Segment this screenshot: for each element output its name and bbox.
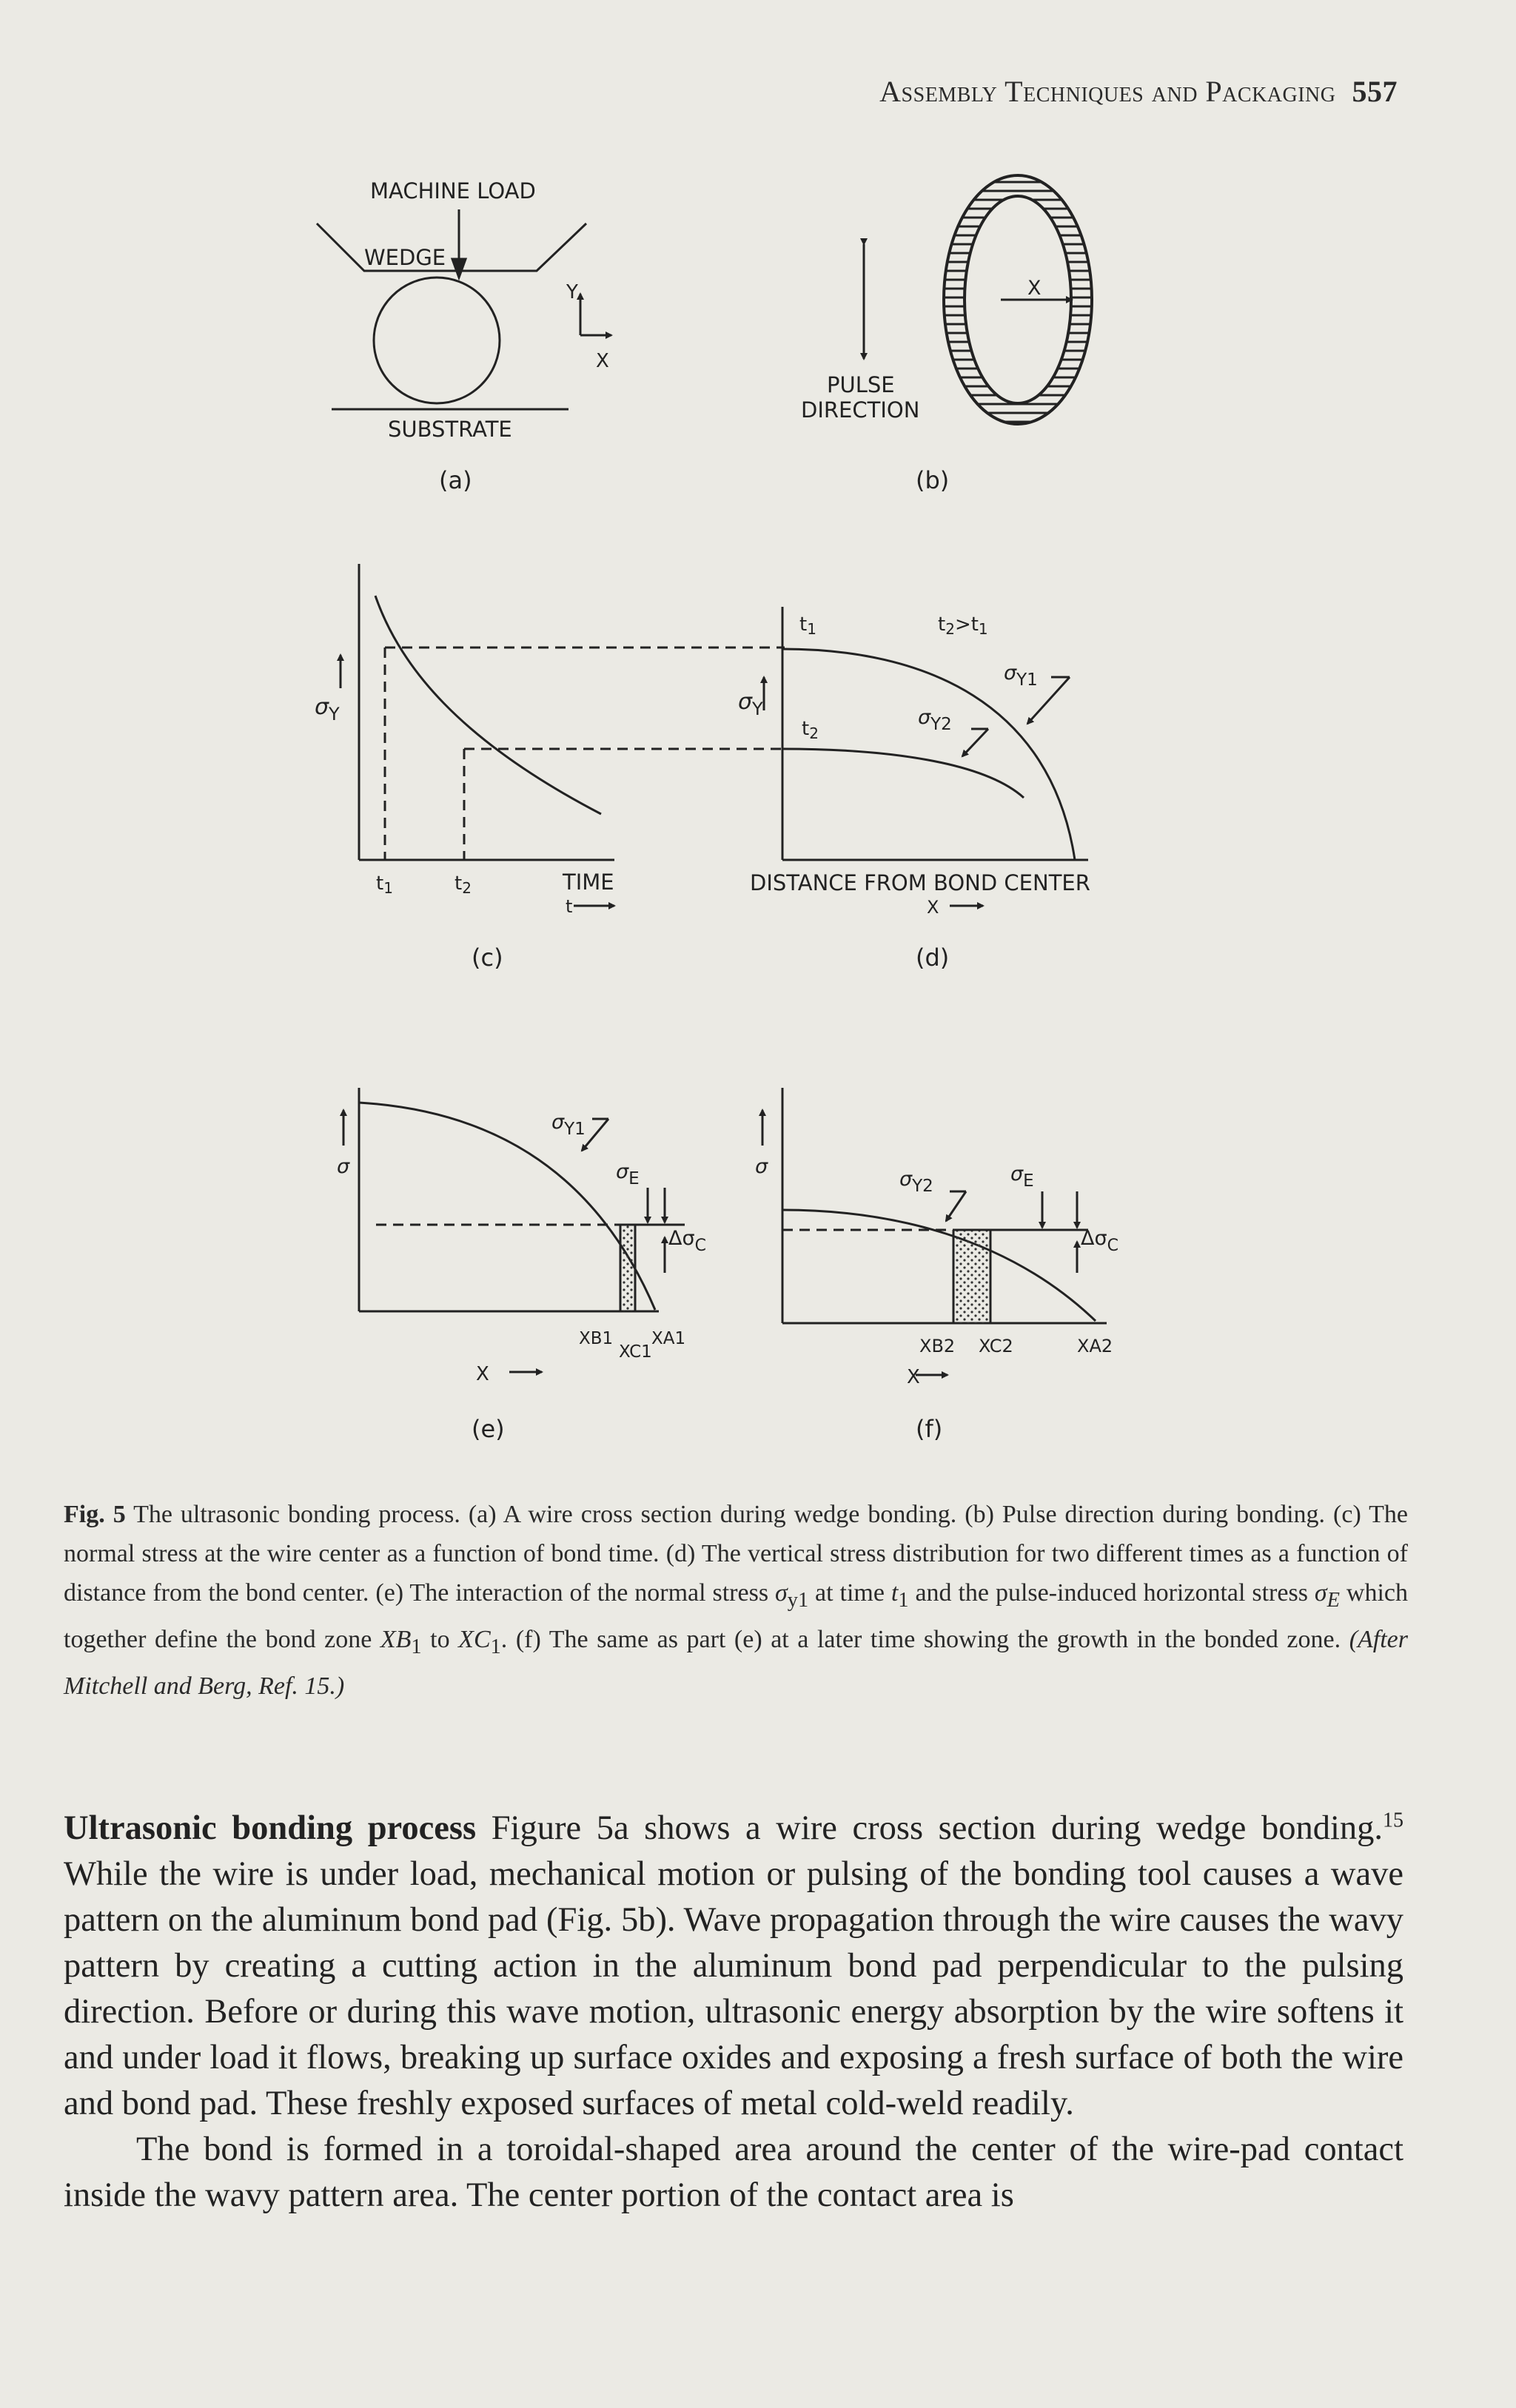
caption-label: Fig. 5	[64, 1501, 126, 1528]
label-sigma-e-e: $\sigma_E$	[616, 1160, 640, 1188]
ylabel-f: σ	[755, 1155, 768, 1178]
label-xa1: XA1	[651, 1329, 686, 1348]
ylabel-d: $\sigma_Y$	[738, 689, 763, 719]
caption-text-2: at time	[808, 1579, 891, 1607]
panel-label-b: (b)	[916, 466, 950, 494]
panel-label-a: (a)	[439, 466, 472, 494]
sigma-y1-leader-e	[582, 1119, 608, 1151]
xlabel-f: X	[907, 1366, 920, 1388]
caption-sym-sigma-e: σ	[1314, 1579, 1327, 1607]
caption-text-6: . (f) The same as part (e) at a later time showing the growth in the bonded zone.	[500, 1625, 1349, 1653]
panel-a	[317, 209, 611, 409]
label-t1-d: t1	[799, 613, 816, 638]
running-head-title: Assembly Techniques and Packaging	[879, 75, 1336, 108]
label-pulse: PULSE	[827, 372, 895, 397]
label-axis-y-a: Y	[566, 281, 578, 303]
bond-zone-f	[953, 1230, 990, 1323]
label-sigma-y1-e: $\sigma_{Y1}$	[551, 1111, 586, 1139]
ylabel-c: $\sigma_Y$	[315, 694, 340, 724]
caption-attribution: (After Mitchell and Berg, Ref. 15.)	[64, 1625, 1408, 1700]
panel-e	[343, 1088, 685, 1372]
paragraph-1-text-a: Figure 5a shows a wire cross section during wedge bonding.	[476, 1809, 1383, 1847]
xlabel-c: TIME	[563, 870, 614, 895]
label-delta-sigma-f: $\Delta\sigma_C$	[1081, 1227, 1118, 1255]
panel-d	[764, 607, 1088, 906]
label-substrate: SUBSTRATE	[388, 417, 512, 442]
label-sigma-y2-d: $\sigma_{Y2}$	[918, 706, 952, 734]
panel-label-e: (e)	[472, 1415, 505, 1443]
paragraph-2: The bond is formed in a toroidal-shaped area around the center of the wire-pad contact inside the wavy pattern area. The center portion of the contact area is	[64, 2130, 1403, 2214]
panel-f	[762, 1088, 1107, 1375]
caption-sym-y1: y1	[787, 1588, 809, 1612]
label-xb2: XB2	[919, 1336, 956, 1356]
panel-c-dashed	[385, 648, 785, 860]
wedge-outline	[317, 223, 586, 271]
caption-sym-sigma: σ	[775, 1579, 788, 1607]
tick-label-t1: t1	[376, 872, 393, 897]
label-xc2: XC2	[979, 1336, 1013, 1356]
bond-zone-e	[620, 1225, 635, 1311]
label-t2-d: t2	[802, 718, 819, 742]
label-axis-x-a: X	[596, 350, 609, 372]
label-xb1: XB1	[579, 1329, 614, 1348]
panel-label-f: (f)	[916, 1415, 943, 1443]
load-arrow-head	[452, 259, 466, 278]
body-text	[64, 1806, 1403, 2219]
caption-sym-e: E	[1326, 1588, 1340, 1612]
panel-label-c: (c)	[472, 944, 503, 972]
label-sigma-y1-d: $\sigma_{Y1}$	[1004, 662, 1038, 690]
caption-sym-xb-sub: 1	[411, 1635, 422, 1658]
ylabel-e: σ	[337, 1155, 350, 1178]
panel-c	[341, 564, 614, 906]
label-sigma-y2-f: $\sigma_{Y2}$	[899, 1168, 933, 1196]
xlabel-e: X	[476, 1363, 489, 1385]
curve-c-stress-vs-time	[375, 596, 601, 814]
tick-label-t2: t2	[455, 872, 472, 897]
label-axis-x-b: X	[1027, 277, 1042, 300]
caption-text-3: and the pulse-induced horizontal stress	[908, 1579, 1315, 1607]
caption-text-4: which together define the bond zone	[64, 1579, 1408, 1653]
label-t2-gt-t1: t2>t1	[938, 613, 988, 638]
caption-text-5: to	[421, 1625, 459, 1653]
label-direction: DIRECTION	[801, 397, 920, 423]
sigma-y2-leader-f	[946, 1191, 966, 1221]
panel-b	[864, 175, 1092, 424]
caption-sym-xc-sub: 1	[490, 1635, 501, 1658]
panel-label-d: (d)	[916, 944, 950, 972]
caption-sym-xb: XB	[380, 1625, 412, 1653]
label-sigma-e-f: $\sigma_E$	[1010, 1163, 1034, 1191]
xlabel-c-sub: t	[566, 896, 573, 917]
page-number: 557	[1352, 75, 1398, 108]
xlabel-d-sub: X	[927, 897, 939, 918]
caption-text-1: The ultrasonic bonding process. (a) A wire cross section during wedge bonding. (b) Pulse direction during bonding. (c) The normal stress at the wire center as a function of bond time. (d) The vertical stress distribution for two different times as a function of distance from the bond center. (e) The interaction of the normal stress	[64, 1501, 1409, 1607]
label-xa2: XA2	[1077, 1336, 1113, 1356]
section-runin-heading: Ultrasonic bonding process	[64, 1809, 477, 1847]
label-machine-load: MACHINE LOAD	[370, 178, 536, 204]
paragraph-1	[64, 1806, 1403, 2127]
caption-sym-1: 1	[898, 1588, 909, 1612]
wire-cross-section	[374, 278, 500, 403]
label-xc1: XC1	[619, 1342, 652, 1362]
paragraph-1-text-b: While the wire is under load, mechanical motion or pulsing of the bonding tool causes a wave pattern on the aluminum bond pad (Fig. 5b). Wave propagation through the wire causes the wavy pattern by creating a cutting action in the aluminum bond pad perpendicular to the pulsing direction. Before or during this wave motion, ultrasonic energy absorption by the wire softens it and under load it flows, breaking up surface oxides and exposing a fresh surface of both the wire and bond pad. These freshly exposed surfaces of metal cold-weld readily.	[64, 1855, 1403, 2122]
curve-d-t2	[782, 749, 1024, 798]
sigma-y2-leader	[962, 729, 988, 756]
figure-caption	[64, 1495, 1408, 1706]
caption-sym-xc: XC	[458, 1625, 491, 1653]
xlabel-d: DISTANCE FROM BOND CENTER	[750, 870, 1090, 895]
label-wedge: WEDGE	[364, 245, 446, 270]
reference-15: 15	[1383, 1809, 1403, 1832]
curve-f-sigma-y2	[782, 1210, 1096, 1321]
label-delta-sigma-e: $\Delta\sigma_C$	[668, 1227, 706, 1255]
caption-sym-t: t	[891, 1579, 899, 1607]
curve-e-sigma-y1	[359, 1103, 655, 1310]
